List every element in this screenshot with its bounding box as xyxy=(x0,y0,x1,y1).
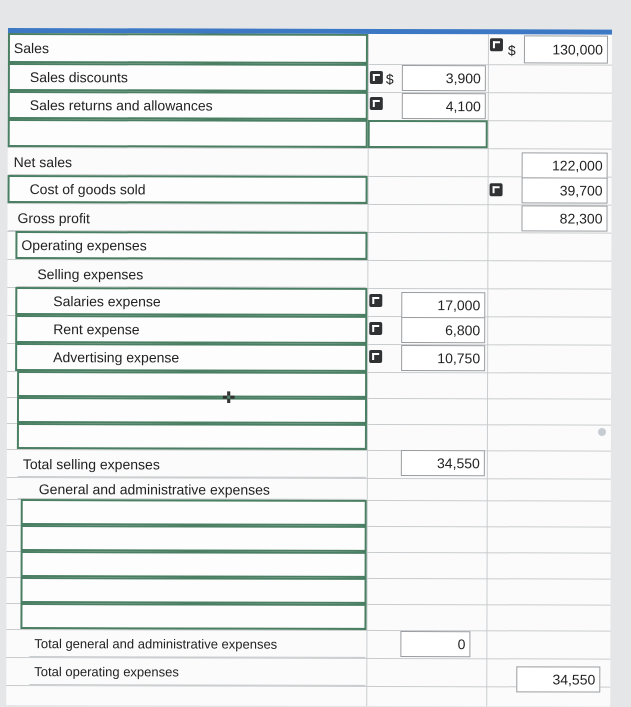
sales-discounts-amount[interactable]: 3,900 xyxy=(402,65,486,91)
income-statement-form xyxy=(6,28,612,707)
sales-amount[interactable]: 130,000 xyxy=(524,35,608,63)
row-empty xyxy=(8,119,612,150)
row-total-gen-admin xyxy=(6,629,610,660)
total-selling-label xyxy=(17,449,367,478)
empty-label-field[interactable] xyxy=(21,499,367,526)
dropdown-icon[interactable] xyxy=(369,350,382,363)
advertising-amount[interactable]: 10,750 xyxy=(401,345,485,371)
row-empty xyxy=(6,603,610,632)
net-sales-label-text: Net sales xyxy=(13,153,73,170)
selling-expenses-label-text: Selling expenses xyxy=(37,265,144,282)
dropdown-icon[interactable] xyxy=(370,71,383,84)
sales-returns-amount[interactable]: 4,100 xyxy=(402,93,486,119)
row-salaries xyxy=(7,287,611,318)
rent-label[interactable] xyxy=(15,315,367,344)
sales-discounts-label-text: Sales discounts xyxy=(29,69,128,86)
total-operating-label xyxy=(28,657,366,686)
empty-label-field[interactable] xyxy=(8,119,368,148)
row-gross-profit xyxy=(7,203,611,234)
total-operating-amount[interactable]: 34,550 xyxy=(516,666,600,692)
row-gen-admin xyxy=(7,477,611,502)
dropdown-icon[interactable] xyxy=(370,97,383,110)
empty-label-field[interactable] xyxy=(20,577,366,604)
total-gen-admin-label-text: Total general and administrative expenses xyxy=(34,636,278,652)
net-sales-amount[interactable]: 122,000 xyxy=(522,152,608,178)
gross-profit-amount[interactable]: 82,300 xyxy=(521,205,607,231)
row-net-sales xyxy=(8,147,612,178)
move-cursor-icon: ✜ xyxy=(222,390,236,407)
rent-label-text: Rent expense xyxy=(53,321,140,338)
dollar-sign: $ xyxy=(385,70,394,88)
row-cogs xyxy=(8,175,612,206)
row-empty xyxy=(7,551,611,580)
sales-label-text: Sales xyxy=(13,40,49,57)
row-operating-expenses xyxy=(7,231,611,262)
row-selling-expenses xyxy=(7,259,611,290)
total-gen-admin-amount[interactable]: 0 xyxy=(400,631,470,657)
row-sales-discounts xyxy=(8,63,612,94)
empty-label-field[interactable] xyxy=(20,603,366,630)
row-total-selling xyxy=(7,449,611,480)
empty-label-field[interactable] xyxy=(21,525,367,552)
gross-profit-label-text: Gross profit xyxy=(17,209,90,226)
scroll-indicator xyxy=(598,428,606,436)
dropdown-icon[interactable] xyxy=(369,294,382,307)
row-total-operating xyxy=(6,657,610,688)
empty-label-field[interactable] xyxy=(17,397,367,424)
row-sales-returns xyxy=(8,91,612,122)
operating-expenses-label[interactable] xyxy=(15,231,367,260)
sales-returns-label[interactable] xyxy=(8,91,368,120)
row-rent xyxy=(7,315,611,346)
dollar-sign: $ xyxy=(507,42,516,59)
selling-expenses-label xyxy=(15,259,367,288)
empty-label-field[interactable] xyxy=(21,551,367,578)
salaries-label-text: Salaries expense xyxy=(53,293,161,310)
empty-amount-field[interactable] xyxy=(368,120,488,148)
total-operating-label-text: Total operating expenses xyxy=(34,664,179,680)
sales-returns-label-text: Sales returns and allowances xyxy=(29,97,213,114)
row-sales xyxy=(8,33,612,66)
cogs-label-text: Cost of goods sold xyxy=(29,181,146,198)
salaries-label[interactable] xyxy=(15,287,367,316)
cogs-label[interactable] xyxy=(8,175,368,204)
empty-label-field[interactable] xyxy=(17,423,367,450)
sales-label[interactable] xyxy=(8,33,368,64)
row-empty xyxy=(7,397,611,426)
row-empty xyxy=(7,423,611,452)
net-sales-label xyxy=(8,147,368,176)
rent-amount[interactable]: 6,800 xyxy=(401,317,485,343)
advertising-label[interactable] xyxy=(15,343,367,372)
sales-discounts-label[interactable] xyxy=(8,63,368,92)
gen-admin-label xyxy=(17,477,367,500)
row-empty xyxy=(7,371,611,400)
row-empty xyxy=(7,525,611,554)
total-selling-amount[interactable]: 34,550 xyxy=(401,450,485,476)
total-gen-admin-label xyxy=(28,629,366,658)
advertising-label-text: Advertising expense xyxy=(53,349,180,366)
row-empty xyxy=(7,499,611,528)
row-empty xyxy=(6,577,610,606)
cogs-amount[interactable]: 39,700 xyxy=(522,177,608,203)
salaries-amount[interactable]: 17,000 xyxy=(401,292,485,318)
row-advertising xyxy=(7,343,611,374)
dropdown-icon[interactable] xyxy=(490,183,503,196)
gen-admin-label-text: General and administrative expenses xyxy=(38,480,270,498)
total-selling-label-text: Total selling expenses xyxy=(22,455,160,472)
empty-label-field[interactable] xyxy=(17,371,367,398)
dropdown-icon[interactable] xyxy=(490,38,503,51)
dropdown-icon[interactable] xyxy=(369,322,382,335)
operating-expenses-label-text: Operating expenses xyxy=(21,237,147,254)
gross-profit-label xyxy=(7,203,367,232)
